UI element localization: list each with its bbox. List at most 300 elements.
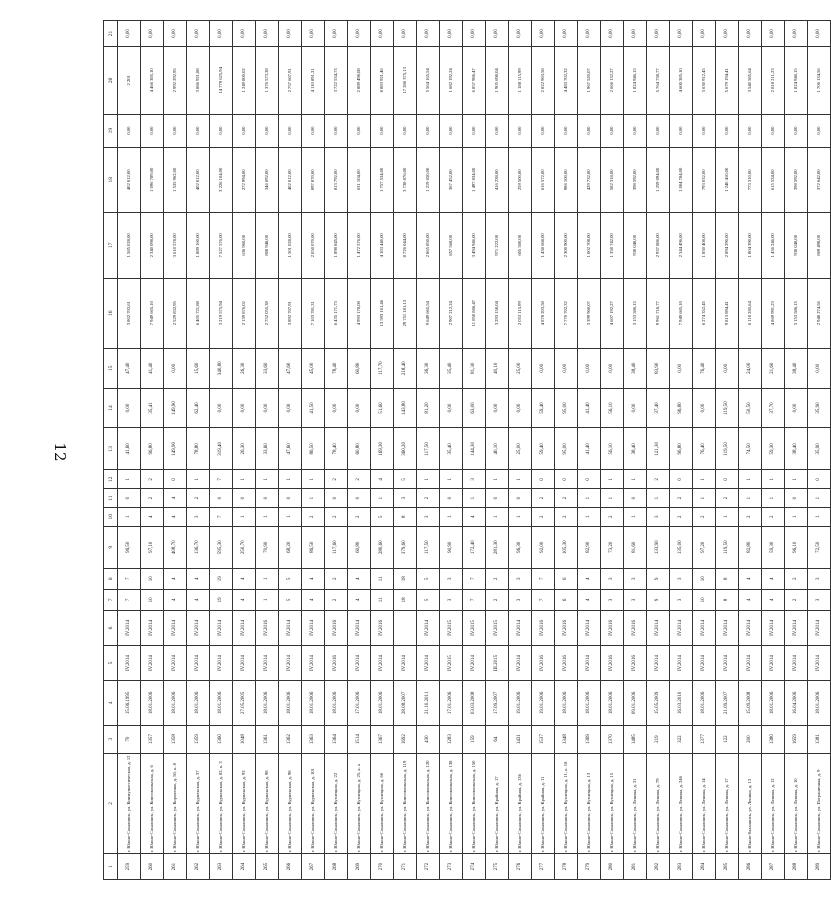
- table-cell: 63,00: [463, 388, 486, 428]
- table-cell: 1 188 115,99: [509, 46, 532, 114]
- table-cell: 14 779 625,94: [210, 46, 233, 114]
- table-cell: 0,00: [486, 388, 509, 428]
- table-cell: 0,00: [210, 114, 233, 147]
- table-cell: 26,30: [233, 348, 256, 388]
- table-cell: 2 050 070,00: [302, 213, 325, 279]
- table-cell: IV.2014: [509, 610, 532, 645]
- table-cell: 1: [647, 489, 670, 508]
- table-cell: 7 949 665,10: [670, 278, 693, 348]
- table-cell: 41,60: [118, 428, 141, 470]
- table-cell: 25,00: [509, 428, 532, 470]
- table-cell: 0,00: [624, 388, 647, 428]
- table-row: [509, 21, 532, 880]
- table-cell: 7: [532, 589, 555, 610]
- table-cell: 5 679 194,41: [716, 46, 739, 114]
- table-cell: 3: [440, 568, 463, 589]
- table-cell: 402 012,00: [187, 147, 210, 213]
- table-cell: 0,00: [693, 114, 716, 147]
- table-cell: 35,90: [808, 428, 831, 470]
- table-cell: 5: [417, 568, 440, 589]
- table-cell: IV.2014: [716, 610, 739, 645]
- column-header: 15: [104, 348, 118, 388]
- table-cell: IV.2014: [164, 645, 187, 680]
- table-cell: 0,00: [486, 21, 509, 47]
- table-cell: 36,30: [417, 348, 440, 388]
- table-cell: IV.2016: [601, 610, 624, 645]
- table-cell: 2 889 498,08: [348, 46, 371, 114]
- table-cell: 274: [463, 854, 486, 880]
- table-cell: 0,00: [348, 114, 371, 147]
- table-cell: IV.2014: [578, 645, 601, 680]
- table-cell: 144,30: [463, 428, 486, 470]
- table-cell: 18.01.2006: [187, 681, 210, 725]
- table-cell: 1 824 946,15: [624, 46, 647, 114]
- table-cell: 0,00: [555, 114, 578, 147]
- table-cell: 03.03.2008: [463, 681, 486, 725]
- table-cell: 0: [325, 489, 348, 508]
- table-cell: 0: [670, 470, 693, 489]
- table-cell: 90,90: [440, 526, 463, 568]
- table-cell: г. Южно-Сахалинск, ул. Ленина, д. 17: [716, 753, 739, 854]
- table-cell: 1048: [233, 725, 256, 753]
- table-cell: 1: [233, 470, 256, 489]
- table-cell: 402 012,00: [279, 147, 302, 213]
- table-cell: 78,80: [187, 428, 210, 470]
- table-cell: 1 240 410,00: [716, 147, 739, 213]
- table-cell: 2 340 098,00: [141, 213, 164, 279]
- table-cell: 1659: [785, 725, 808, 753]
- table-cell: 1: [233, 507, 256, 526]
- table-cell: 773 310,00: [739, 147, 762, 213]
- table-row: [808, 21, 831, 880]
- table-cell: 6: [555, 589, 578, 610]
- table-cell: 1348: [555, 725, 578, 753]
- table-cell: 1 002 708,00: [578, 213, 601, 279]
- table-cell: г. Южно-Сахалинск, ул. Ленина, д. 10: [785, 753, 808, 854]
- table-cell: 1: [601, 470, 624, 489]
- table-cell: г. Южно-Сахалинск, ул. Кузнецкая, д. 13: [578, 753, 601, 854]
- table-cell: 1 004 784,00: [670, 147, 693, 213]
- table-cell: 105,30: [555, 526, 578, 568]
- table-cell: 3: [670, 589, 693, 610]
- table-cell: 346 692,00: [256, 147, 279, 213]
- table-cell: 2: [348, 470, 371, 489]
- table-cell: 1: [624, 470, 647, 489]
- table-cell: 1: [739, 470, 762, 489]
- table-cell: 0: [808, 470, 831, 489]
- column-header: 12: [104, 470, 118, 489]
- table-cell: 3: [808, 589, 831, 610]
- table-cell: 1: [785, 470, 808, 489]
- table-cell: 24,00: [739, 348, 762, 388]
- table-cell: 615 534,00: [762, 147, 785, 213]
- table-cell: 9: [647, 568, 670, 589]
- table-cell: 416 238,00: [486, 147, 509, 213]
- table-cell: 0,00: [256, 21, 279, 47]
- table-cell: 1: [578, 489, 601, 508]
- table-cell: 1: [486, 470, 509, 489]
- table-cell: 40,10: [486, 348, 509, 388]
- table-cell: 5 764 738,77: [647, 46, 670, 114]
- table-cell: 8 883 921,46: [371, 46, 394, 114]
- table-cell: 0,00: [785, 388, 808, 428]
- table-cell: 18.01.2006: [371, 681, 394, 725]
- table-cell: 5: [279, 589, 302, 610]
- table-cell: 275: [486, 854, 509, 880]
- table-cell: 200: [739, 725, 762, 753]
- table-cell: 1367: [371, 725, 394, 753]
- table-cell: 2: [762, 507, 785, 526]
- table-cell: 18.01.2006: [164, 681, 187, 725]
- table-cell: 1 096 789,00: [141, 147, 164, 213]
- table-cell: г. Южно-Сахалинск, ул. Комсомольская, д. 119: [394, 753, 417, 854]
- table-cell: 0,00: [440, 388, 463, 428]
- table-cell: г. Южно-Сахалинск, ул. Крайняя, д. 17: [486, 753, 509, 854]
- table-cell: 169,30: [371, 428, 394, 470]
- table-cell: 18.01.2006: [762, 681, 785, 725]
- table-cell: 47,60: [279, 348, 302, 388]
- table-cell: 96,80: [670, 388, 693, 428]
- table-cell: 2 344 496,00: [670, 213, 693, 279]
- table-cell: 17.01.2006: [348, 681, 371, 725]
- table-cell: 1: [302, 470, 325, 489]
- table-cell: 4 869 991,23: [762, 278, 785, 348]
- table-cell: 271: [394, 854, 417, 880]
- table-cell: 3: [601, 568, 624, 589]
- table-row: [164, 21, 187, 880]
- table-cell: 0,00: [624, 21, 647, 47]
- table-cell: 360,20: [394, 428, 417, 470]
- table-cell: 4: [463, 507, 486, 526]
- table-cell: 1692: [394, 725, 417, 753]
- table-cell: 133,90: [647, 526, 670, 568]
- table-cell: 2: [302, 507, 325, 526]
- table-cell: 47,40: [118, 348, 141, 388]
- table-cell: 0,00: [693, 388, 716, 428]
- table-cell: 10: [141, 568, 164, 589]
- table-cell: 96,50: [118, 526, 141, 568]
- table-cell: г. Южно-Сахалинск, ул. Короленко, д. 50, к. 8: [164, 753, 187, 854]
- table-cell: 18.01.2006: [808, 681, 831, 725]
- table-cell: г. Южно-Сахалинск, ул. Кузнецкая, д. 25, к. а: [348, 753, 371, 854]
- table-cell: 869 498,00: [808, 213, 831, 279]
- table-cell: 8 726 044,00: [394, 213, 417, 279]
- table-cell: 582 318,00: [601, 147, 624, 213]
- table-cell: IV.2014: [256, 645, 279, 680]
- table-cell: 0: [486, 489, 509, 508]
- table-cell: 4 878 203,58: [532, 278, 555, 348]
- table-cell: 1: [693, 489, 716, 508]
- table-cell: 636 960,00: [233, 213, 256, 279]
- table-cell: 5: [417, 589, 440, 610]
- table-cell: IV.2014: [693, 610, 716, 645]
- table-cell: 70: [118, 725, 141, 753]
- table-cell: 1381: [808, 725, 831, 753]
- table-cell: 0,00: [578, 21, 601, 47]
- table-cell: 0,00: [532, 348, 555, 388]
- table-cell: 4: [164, 589, 187, 610]
- table-cell: 4: [739, 589, 762, 610]
- table-cell: 0,00: [348, 21, 371, 47]
- table-cell: 1: [624, 507, 647, 526]
- table-cell: 0,00: [164, 114, 187, 147]
- table-row: [348, 21, 371, 880]
- table-cell: 2: [555, 507, 578, 526]
- table-cell: г. Южно-Сахалинск, ул. Ленина, д. 79: [647, 753, 670, 854]
- table-row: [417, 21, 440, 880]
- table-row: [716, 21, 739, 880]
- table-cell: IV.2016: [325, 610, 348, 645]
- column-header: 2: [104, 753, 118, 854]
- table-cell: 119,50: [716, 388, 739, 428]
- table-cell: IV.2014: [210, 610, 233, 645]
- table-cell: IV.2014: [739, 645, 762, 680]
- table-cell: 1357: [141, 725, 164, 753]
- table-cell: 0,00: [785, 114, 808, 147]
- table-row: [394, 21, 417, 880]
- table-cell: г. Южно-Сахалинск, ул. Курильская, д. 101: [302, 753, 325, 854]
- table-cell: IV.2015: [486, 610, 509, 645]
- table-cell: 4: [187, 589, 210, 610]
- table-cell: IV.2014: [279, 645, 302, 680]
- table-cell: 11 850 806,47: [463, 278, 486, 348]
- table-cell: 287: [762, 854, 785, 880]
- table-cell: 1: [762, 470, 785, 489]
- table-cell: 3: [670, 568, 693, 589]
- table-cell: 0,00: [463, 114, 486, 147]
- table-cell: 0,00: [739, 114, 762, 147]
- table-cell: 0,00: [463, 21, 486, 47]
- table-cell: 117,60: [325, 526, 348, 568]
- table-cell: 280,60: [371, 526, 394, 568]
- table-cell: 2: [532, 489, 555, 508]
- table-cell: 47,60: [279, 428, 302, 470]
- table-cell: г. Южно-Сахалинск, ул. Комсомольская, д. 6: [141, 753, 164, 854]
- table-cell: 73,20: [601, 526, 624, 568]
- table-cell: 0,00: [486, 114, 509, 147]
- table-cell: 2 666 132,27: [601, 46, 624, 114]
- table-cell: 0: [279, 489, 302, 508]
- table-cell: 0,00: [302, 21, 325, 47]
- table-cell: 4: [739, 568, 762, 589]
- table-cell: 38,40: [624, 428, 647, 470]
- table-cell: 3 226 104,00: [210, 147, 233, 213]
- table-cell: 1: [440, 470, 463, 489]
- table-cell: 7 770 702,32: [555, 278, 578, 348]
- column-header: 16: [104, 278, 118, 348]
- table-cell: IV.2014: [141, 645, 164, 680]
- table-cell: IV.2016: [624, 610, 647, 645]
- table-cell: 2 992 292,95: [164, 46, 187, 114]
- table-cell: 0,00: [739, 21, 762, 47]
- column-header: 8: [104, 568, 118, 589]
- table-cell: IV.2014: [141, 610, 164, 645]
- table-cell: 0,00: [233, 388, 256, 428]
- table-cell: 4 607 192,27: [601, 278, 624, 348]
- table-cell: 1 682 192,24: [440, 46, 463, 114]
- table-cell: 1: [509, 470, 532, 489]
- table-row: [256, 21, 279, 880]
- table-cell: IV.2016: [371, 610, 394, 645]
- table-cell: 33,60: [256, 428, 279, 470]
- table-cell: 1 376 573,38: [256, 46, 279, 114]
- table-cell: 56,10: [601, 428, 624, 470]
- table-cell: 3: [463, 470, 486, 489]
- table-cell: 50,50: [739, 388, 762, 428]
- table-cell: 0,00: [417, 114, 440, 147]
- table-cell: 1 898 845,00: [325, 213, 348, 279]
- table-cell: 26,30: [233, 428, 256, 470]
- table-cell: 280: [601, 854, 624, 880]
- table-cell: 18.01.2006: [279, 681, 302, 725]
- table-cell: IV.2016: [555, 610, 578, 645]
- table-cell: 4: [578, 589, 601, 610]
- table-cell: 4 600 385,10: [670, 46, 693, 114]
- table-cell: г. Южно-Сахалинск, ул. Комсомольская, д. 150: [463, 753, 486, 854]
- table-cell: 2: [187, 489, 210, 508]
- table-cell: 288: [785, 854, 808, 880]
- table-cell: 277: [532, 854, 555, 880]
- table-cell: 3 722 534,73: [325, 46, 348, 114]
- table-row: [670, 21, 693, 880]
- table-cell: 0,00: [187, 21, 210, 47]
- table-cell: 1514: [348, 725, 371, 753]
- table-cell: IV.2014: [785, 610, 808, 645]
- table-cell: 4 993 178,08: [348, 278, 371, 348]
- table-cell: IV.2014: [647, 645, 670, 680]
- table-cell: 7: [210, 470, 233, 489]
- table-cell: 18.01.2006: [256, 681, 279, 725]
- table-cell: 56,10: [601, 388, 624, 428]
- table-cell: 1: [256, 470, 279, 489]
- table-row: [785, 21, 808, 880]
- table-cell: IV.2014: [302, 645, 325, 680]
- table-cell: 1380: [762, 725, 785, 753]
- table-cell: 10: [141, 589, 164, 610]
- table-cell: 27.05.2005: [233, 681, 256, 725]
- table-cell: 0,00: [256, 388, 279, 428]
- table-cell: 1 472 576,00: [348, 213, 371, 279]
- table-cell: 279: [578, 854, 601, 880]
- table-cell: 281: [624, 854, 647, 880]
- table-cell: 96,30: [509, 526, 532, 568]
- table-cell: 2: [141, 470, 164, 489]
- table-row: [279, 21, 302, 880]
- table-cell: 3: [440, 589, 463, 610]
- table-row: [302, 21, 325, 880]
- table-cell: 86,50: [302, 428, 325, 470]
- table-cell: 1: [762, 489, 785, 508]
- table-cell: 265: [256, 854, 279, 880]
- table-cell: 18: [394, 568, 417, 589]
- table-cell: 2: [325, 507, 348, 526]
- table-cell: 40,10: [486, 428, 509, 470]
- table-cell: 1: [417, 470, 440, 489]
- table-cell: 281,30: [486, 526, 509, 568]
- table-cell: IV.2015: [463, 610, 486, 645]
- table-cell: IV.2014: [233, 645, 256, 680]
- table-cell: 81,30: [463, 348, 486, 388]
- table-cell: 0: [624, 489, 647, 508]
- table-cell: 3: [647, 507, 670, 526]
- table-cell: г. Южно-Сахалинск, ул. Ленина, д. 14: [693, 753, 716, 854]
- table-cell: 1: [302, 489, 325, 508]
- table-cell: г. Южно-Сахалинск, ул. Пограничная, д. 9: [808, 753, 831, 854]
- table-cell: 1 436 246,00: [762, 213, 785, 279]
- table-cell: 7 103 781,31: [302, 278, 325, 348]
- table-cell: 13 593 161,46: [371, 278, 394, 348]
- table-cell: 808 948,00: [256, 213, 279, 279]
- table-cell: 0,00: [210, 21, 233, 47]
- table-cell: 59,40: [532, 428, 555, 470]
- table-cell: 95,00: [555, 388, 578, 428]
- table-cell: 2: [555, 489, 578, 508]
- table-cell: 0,00: [601, 348, 624, 388]
- table-row: [187, 21, 210, 880]
- table-cell: 1: [808, 489, 831, 508]
- table-row: [578, 21, 601, 880]
- table-cell: 0,00: [164, 21, 187, 47]
- table-cell: 1: [118, 507, 141, 526]
- table-cell: 3: [394, 489, 417, 508]
- table-cell: IV.2014: [670, 645, 693, 680]
- table-cell: 1 905 698,04: [486, 46, 509, 114]
- table-cell: 0: [118, 489, 141, 508]
- table-cell: 0,00: [601, 114, 624, 147]
- table-cell: 1 259 094,00: [647, 147, 670, 213]
- table-cell: IV.2016: [256, 610, 279, 645]
- table-cell: IV.2014: [670, 610, 693, 645]
- table-cell: 96,10: [785, 526, 808, 568]
- table-cell: 3: [808, 568, 831, 589]
- table-cell: 2 818 211,23: [762, 46, 785, 114]
- table-cell: г. Южно-Сахалинск, ул. Ленина, д. 12: [762, 753, 785, 854]
- table-cell: 605 500,00: [509, 213, 532, 279]
- table-cell: 2: [601, 507, 624, 526]
- table-cell: 2: [785, 568, 808, 589]
- table-cell: 259: [118, 854, 141, 880]
- table-cell: 86,50: [302, 526, 325, 568]
- table-cell: 172,40: [463, 526, 486, 568]
- table-cell: IV.2014: [302, 610, 325, 645]
- table-cell: 319,40: [210, 428, 233, 470]
- column-header: 7: [104, 589, 118, 610]
- table-cell: IV.2014: [693, 645, 716, 680]
- table-row: [739, 21, 762, 880]
- table-row: [647, 21, 670, 880]
- table-cell: г. Южно-Сахалинск, ул. Коммунистическая, д. 12: [118, 753, 141, 854]
- table-cell: IV.2016: [532, 645, 555, 680]
- table-cell: 59,30: [762, 428, 785, 470]
- table-cell: 11: [371, 589, 394, 610]
- table-cell: 272: [417, 854, 440, 880]
- table-cell: 92,00: [532, 526, 555, 568]
- table-cell: 0,00: [785, 21, 808, 47]
- table-cell: 82,80: [739, 526, 762, 568]
- table-cell: 4: [371, 470, 394, 489]
- table-cell: г. Южно-Sахалинск, ул. Ленина, д. 13: [739, 753, 762, 854]
- table-cell: 1: [279, 507, 302, 526]
- table-cell: 0,00: [256, 114, 279, 147]
- table-cell: 8: [716, 568, 739, 589]
- table-cell: 793 032,00: [693, 147, 716, 213]
- table-cell: 3 219 575,94: [210, 278, 233, 348]
- table-cell: 1283: [440, 725, 463, 753]
- table-cell: 971 222,00: [486, 213, 509, 279]
- table-cell: 18.01.2006: [693, 681, 716, 725]
- table-cell: 276: [509, 854, 532, 880]
- table-cell: 2 948 274,56: [808, 278, 831, 348]
